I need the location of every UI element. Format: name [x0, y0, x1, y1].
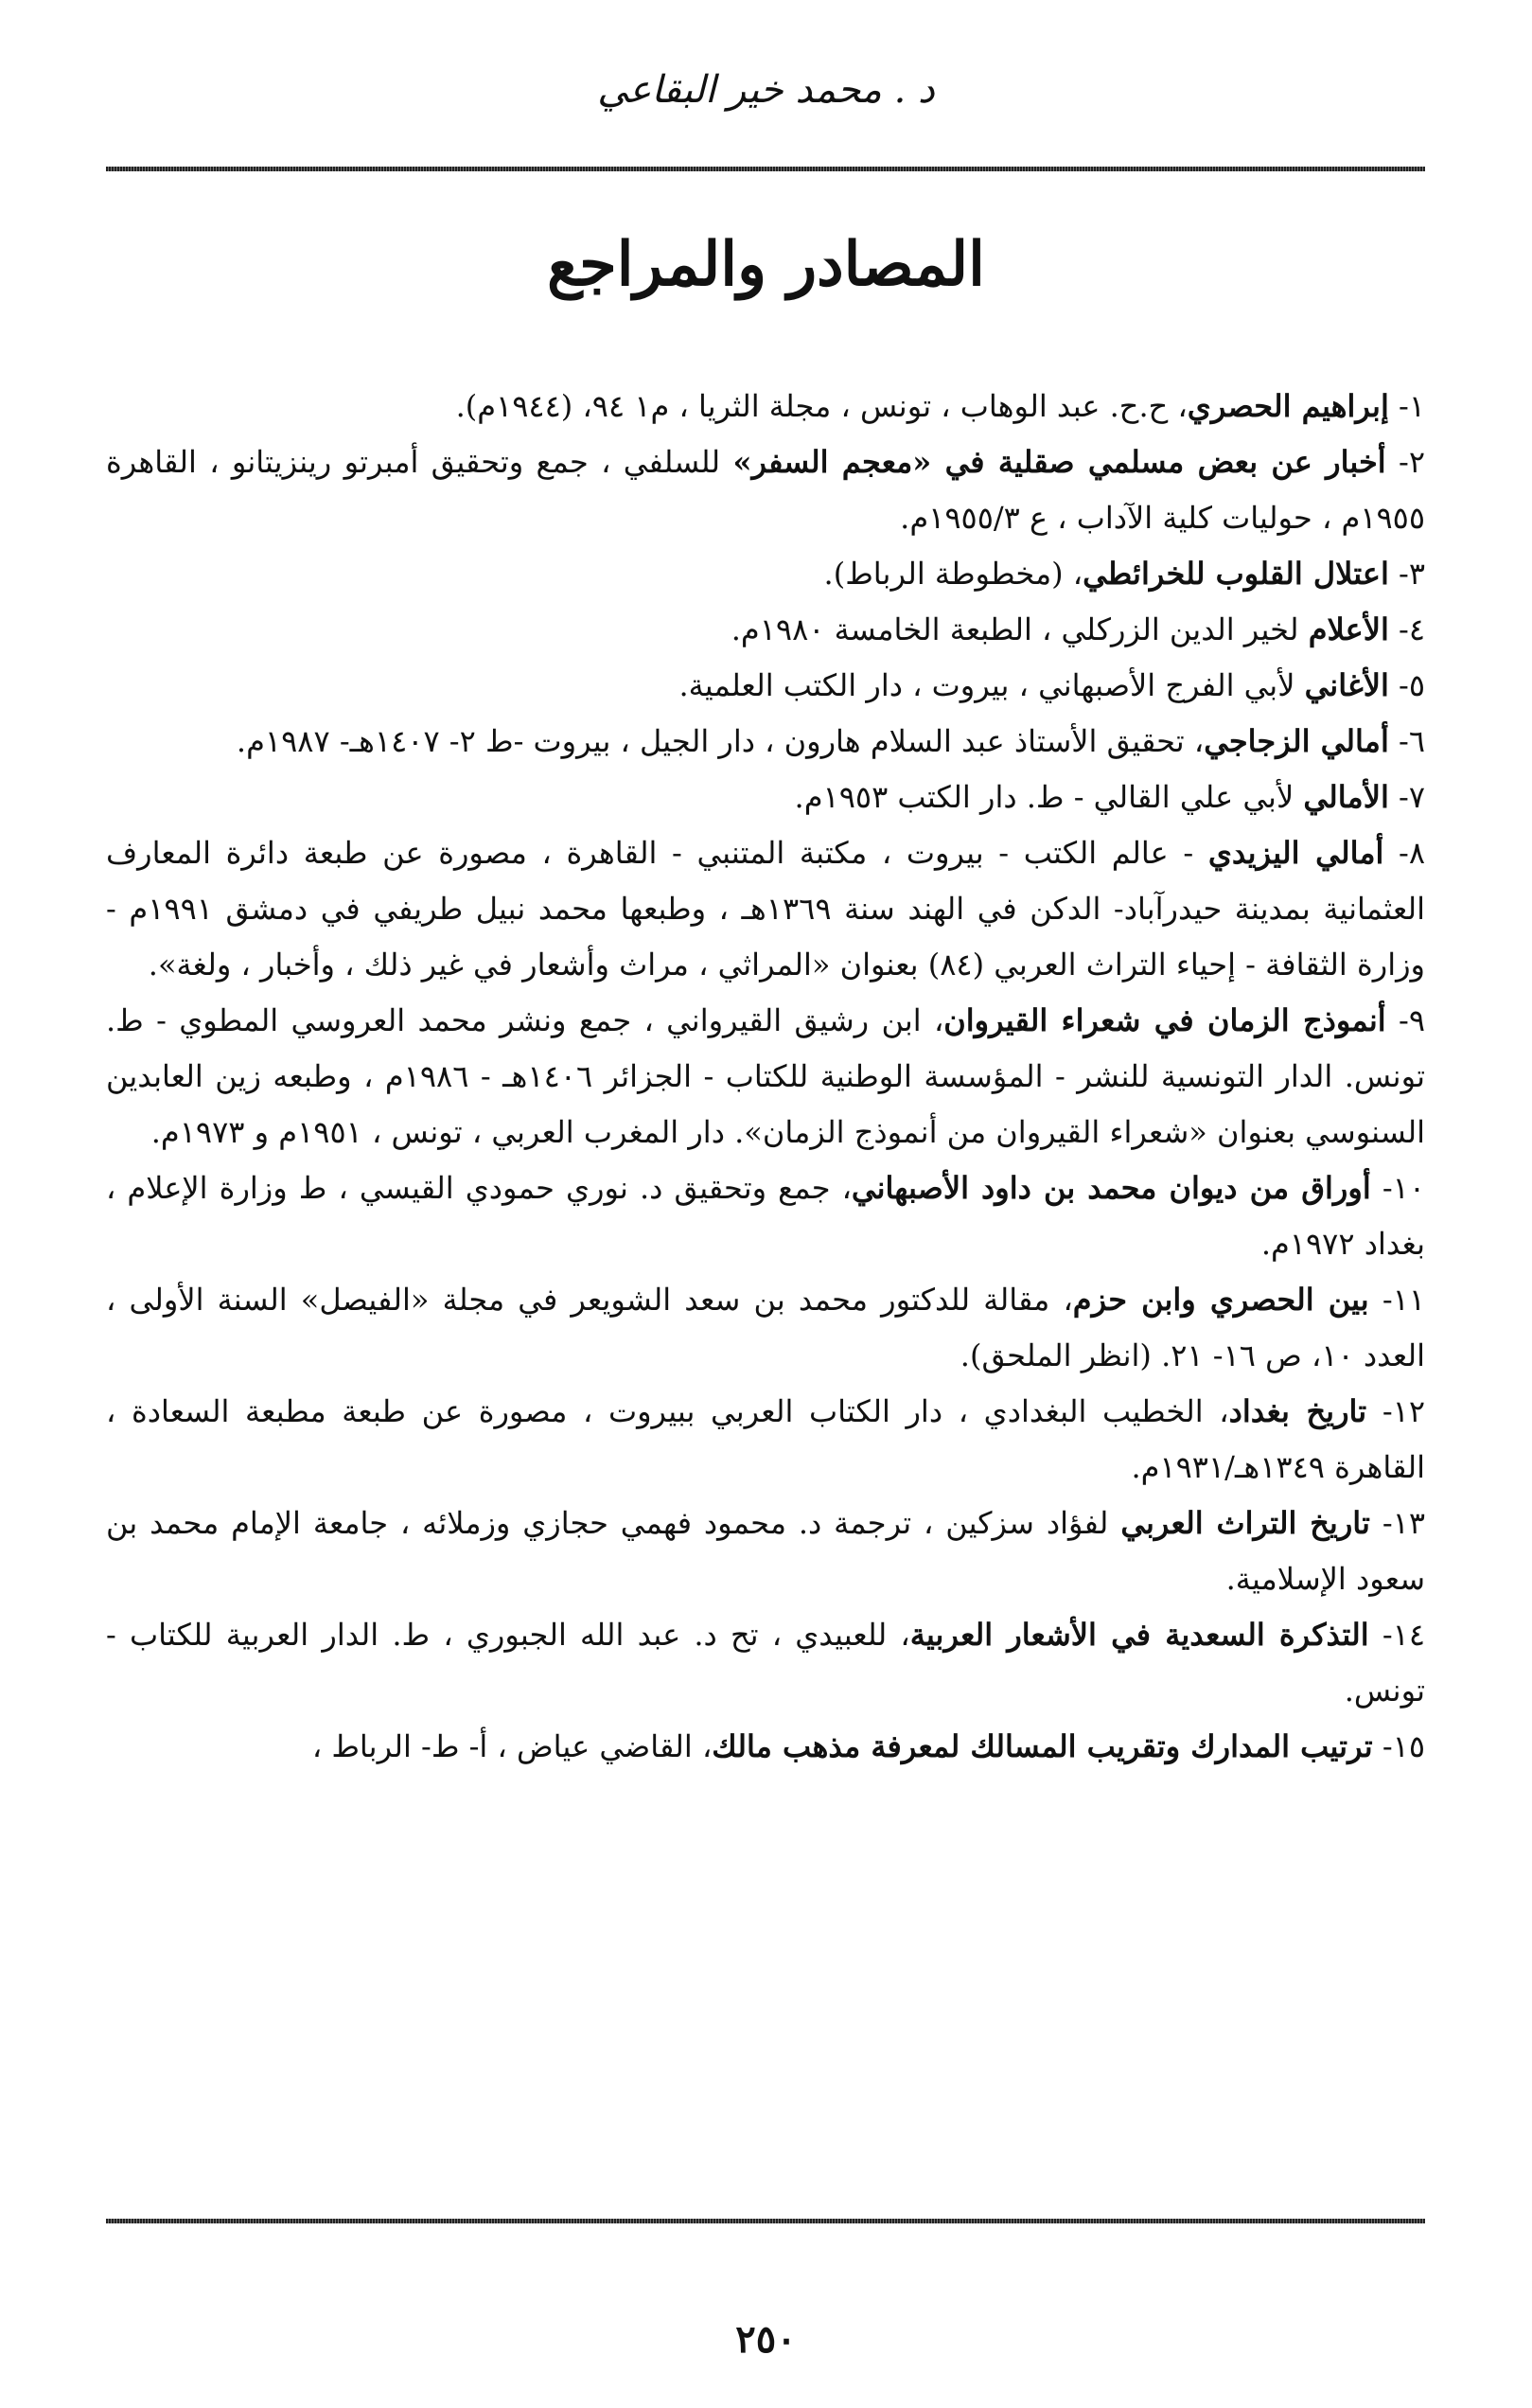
reference-number: ٣-: [1399, 556, 1425, 592]
page-title: المصادر والمراجع: [547, 229, 985, 300]
reference-number: ١٥-: [1382, 1728, 1425, 1764]
reference-item: [106, 825, 1425, 993]
reference-details: ، للعبيدي ، تح د. عبد الله الجبوري ، ط. الدار العربية للكتاب - تونس.: [106, 1617, 1425, 1709]
reference-details: لخير الدين الزركلي ، الطبعة الخامسة ١٩٨٠م.: [731, 611, 1309, 647]
reference-title: التذكرة السعدية في الأشعار العربية: [909, 1617, 1369, 1653]
reference-number: ١١-: [1382, 1282, 1426, 1318]
reference-title: أخبار عن بعض مسلمي صقلية في «معجم السفر»: [732, 444, 1386, 480]
reference-title: أوراق من ديوان محمد بن داود الأصبهاني: [851, 1170, 1371, 1206]
footer-rule: [106, 2219, 1425, 2223]
reference-details: ، (مخطوطة الرباط).: [823, 556, 1083, 592]
reference-number: ٨-: [1399, 835, 1426, 871]
reference-number: ٩-: [1399, 1002, 1426, 1038]
reference-number: ١-: [1399, 388, 1425, 424]
reference-number: ١٣-: [1382, 1505, 1426, 1541]
reference-number: ٤-: [1399, 611, 1425, 647]
reference-number: ١٤-: [1382, 1617, 1426, 1653]
reference-title: أمالي اليزيدي: [1207, 835, 1384, 871]
reference-title: الأغاني: [1304, 667, 1389, 703]
reference-item: [106, 1607, 1425, 1719]
reference-title: ترتيب المدارك وتقريب المسالك لمعرفة مذهب مالك: [712, 1728, 1373, 1764]
reference-title: الأعلام: [1308, 611, 1389, 647]
running-header: د . محمد خير البقاعي: [597, 68, 935, 112]
reference-item: [106, 993, 1425, 1160]
reference-item: [106, 434, 1425, 546]
reference-title: تاريخ التراث العربي: [1120, 1505, 1370, 1541]
reference-details: ، الخطيب البغدادي ، دار الكتاب العربي ببيروت ، مصورة عن طبعة مطبعة السعادة ، القاهرة ١٣٤٩هـ/١٩٣١م.: [106, 1393, 1425, 1485]
reference-details: - عالم الكتب - بيروت ، مكتبة المتنبي - القاهرة ، مصورة عن طبعة دائرة المعارف العثمانية بمدينة حيدرآباد- الدكن في الهند سنة ١٣٦٩هـ ، وطبعها محمد نبيل طريفي في دمشق ١٩٩١م - وزارة الثقافة - إحياء التراث العربي (٨٤) بعنوان «المراثي ، مراث وأشعار في غير ذلك ، وأخبار ، ولغة».: [106, 835, 1426, 983]
reference-details: ، القاضي عياض ، أ- ط- الرباط ،: [311, 1728, 713, 1764]
reference-details: ، جمع وتحقيق د. نوري حمودي القيسي ، ط وزارة الإعلام ، بغداد ١٩٧٢م.: [106, 1170, 1425, 1262]
reference-item: [106, 546, 1425, 602]
reference-item: [106, 1384, 1425, 1496]
reference-item: [106, 770, 1425, 825]
reference-details: لأبي الفرج الأصبهاني ، بيروت ، دار الكتب العلمية.: [678, 667, 1305, 703]
reference-title: أمالي الزجاجي: [1204, 723, 1389, 759]
reference-details: ، ح.ح. عبد الوهاب ، تونس ، مجلة الثريا ، م١ ٩٤، (١٩٤٤م).: [455, 388, 1188, 424]
reference-number: ١٢-: [1382, 1393, 1426, 1429]
reference-details: لأبي علي القالي - ط. دار الكتب ١٩٥٣م.: [794, 779, 1304, 815]
reference-title: الأمالي: [1303, 779, 1389, 815]
reference-details: للسلفي ، جمع وتحقيق أمبرتو رينزيتانو ، القاهرة ١٩٥٥م ، حوليات كلية الآداب ، ع ١٩٥٥/٣م.: [106, 444, 1425, 536]
reference-item: [106, 379, 1425, 434]
reference-number: ١٠-: [1382, 1170, 1426, 1206]
page-number: ٢٥٠: [735, 2317, 797, 2362]
reference-item: [106, 1719, 1425, 1775]
references-list: [106, 379, 1425, 1775]
reference-number: ٢-: [1399, 444, 1425, 480]
reference-title: تاريخ بغداد: [1228, 1393, 1367, 1429]
reference-details: ، تحقيق الأستاذ عبد السلام هارون ، دار الجيل ، بيروت -ط ٢- ١٤٠٧هـ- ١٩٨٧م.: [236, 723, 1205, 759]
reference-title: بين الحصري وابن حزم: [1072, 1282, 1369, 1318]
reference-item: [106, 714, 1425, 770]
reference-details: لفؤاد سزكين ، ترجمة د. محمود فهمي حجازي وزملائه ، جامعة الإمام محمد بن سعود الإسلامية.: [106, 1505, 1425, 1597]
reference-item: [106, 658, 1425, 714]
reference-number: ٧-: [1399, 779, 1425, 815]
reference-item: [106, 1272, 1425, 1384]
reference-number: ٦-: [1399, 723, 1425, 759]
reference-details: ، مقالة للدكتور محمد بن سعد الشويعر في مجلة «الفيصل» السنة الأولى ، العدد ١٠، ص ١٦- ٢١. (انظر الملحق).: [106, 1282, 1425, 1373]
reference-details: ، ابن رشيق القيرواني ، جمع ونشر محمد العروسي المطوي - ط. تونس. الدار التونسية للنشر - المؤسسة الوطنية للكتاب - الجزائر ١٤٠٦هـ - ١٩٨٦م ، وطبعه زين العابدين السنوسي بعنوان «شعراء القيروان من أنموذج الزمان». دار المغرب العربي ، تونس ، ١٩٥١م و ١٩٧٣م.: [106, 1002, 1426, 1150]
reference-title: اعتلال القلوب للخرائطي: [1083, 556, 1389, 592]
reference-item: [106, 1496, 1425, 1607]
header-rule: [106, 167, 1425, 171]
reference-title: إبراهيم الحصري: [1187, 388, 1389, 424]
reference-number: ٥-: [1399, 667, 1425, 703]
reference-item: [106, 602, 1425, 658]
reference-title: أنموذج الزمان في شعراء القيروان: [943, 1002, 1386, 1038]
reference-item: [106, 1160, 1425, 1272]
